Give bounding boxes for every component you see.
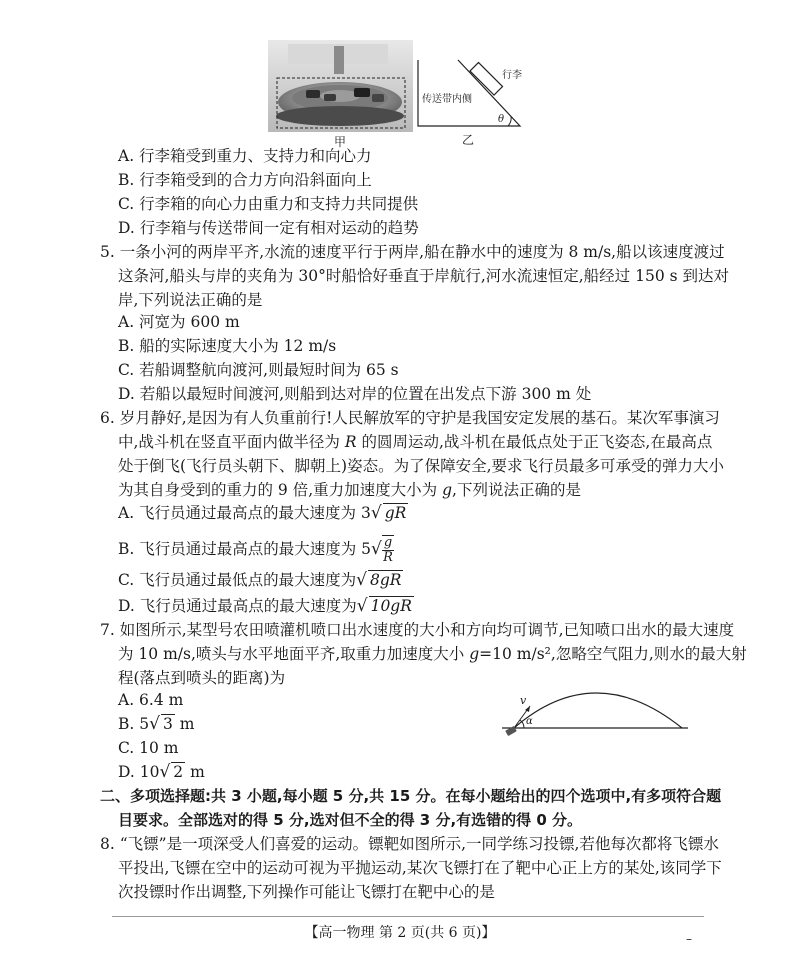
q6-stem-line-2: 中,战斗机在竖直平面内做半径为 R 的圆周运动,战斗机在最低点处于正飞姿态,在最高点 [118, 433, 713, 451]
q5-option-a: A. 河宽为 600 m [118, 313, 240, 331]
q7-stem-line-3: 程(落点到喷头的距离)为 [118, 669, 286, 687]
q4-option-d: D. 行李箱与传送带间一定有相对运动的趋势 [118, 219, 419, 237]
footer-divider [112, 916, 704, 917]
q5-option-d: D. 若船以最短时间渡河,则船到达对岸的位置在出发点下游 300 m 处 [118, 385, 592, 403]
q4-option-c: C. 行李箱的向心力由重力和支持力共同提供 [118, 195, 419, 213]
figure-jia-photo [268, 40, 413, 150]
q7-option-d: D. 10√ 2 m [118, 762, 205, 782]
page-footer: 【高一物理 第 2 页(共 6 页)】 [304, 925, 496, 941]
caption-jia: 甲 [333, 135, 347, 149]
q4-option-a: A. 行李箱受到重力、支持力和向心力 [118, 147, 372, 165]
q6-option-b: B. 飞行员通过最高点的最大速度为 5√ $\frac{g}{R}$ [118, 535, 393, 565]
caption-yi: 乙 [461, 133, 475, 147]
q5-stem-line-3: 岸,下列说法正确的是 [118, 291, 263, 309]
q5-option-b: B. 船的实际速度大小为 12 m/s [118, 337, 337, 355]
sprinkler-v-label: v [520, 694, 527, 707]
q7-option-c: C. 10 m [118, 739, 179, 757]
section2-heading-line-1: 二、多项选择题:共 3 小题,每小题 5 分,共 15 分。在每小题给出的四个选项中,有多项符合题 [100, 787, 722, 805]
q6-stem-line-3: 处于倒飞(飞行员头朝下、脚朝上)姿态。为了保障安全,要求飞行员最多可承受的弹力大小 [118, 457, 725, 475]
q7-option-a: A. 6.4 m [118, 691, 184, 709]
corner-mark: – [686, 932, 692, 946]
sprinkler-alpha-label: α [526, 716, 533, 727]
sprinkler-figure [500, 688, 690, 748]
label-theta: θ [498, 114, 505, 125]
label-belt-inner: 传送带内侧 [422, 94, 472, 105]
q6-stem-line-4: 为其自身受到的重力的 9 倍,重力加速度大小为 g,下列说法正确的是 [118, 481, 581, 499]
q5-stem-line-1: 5. 一条小河的两岸平齐,水流的速度平行于两岸,船在静水中的速度为 8 m/s,船以该速度渡过 [100, 243, 725, 261]
q5-stem-line-2: 这条河,船头与岸的夹角为 30°时船恰好垂直于岸航行,河水流速恒定,船经过 150 s 到达对 [118, 267, 730, 285]
q7-stem-line-2: 为 10 m/s,喷头与水平地面平齐,取重力加速度大小 g=10 m/s²,忽略空气阻力,则水的最大射 [118, 645, 747, 663]
q6-option-c: C. 飞行员通过最低点的最大速度为√ 8gR [118, 570, 402, 590]
q8-stem-line-1: 8. “飞镖”是一项深受人们喜爱的运动。镖靶如图所示,一同学练习投镖,若他每次都将飞镖水 [100, 835, 719, 853]
q8-stem-line-2: 平投出,飞镖在空中的运动可视为平抛运动,某次飞镖打在了靶中心正上方的某处,该同学下 [118, 859, 722, 877]
q4-option-b: B. 行李箱受到的合力方向沿斜面向上 [118, 171, 372, 189]
q6-option-a: A. 飞行员通过最高点的最大速度为 3√ gR [118, 503, 407, 523]
q7-option-b: B. 5√ 3 m [118, 714, 195, 734]
q6-stem-line-1: 6. 岁月静好,是因为有人负重前行!人民解放军的守护是我国安定发展的基石。某次军事演习 [100, 409, 720, 427]
q8-stem-line-3: 次投镖时作出调整,下列操作可能让飞镖打在靶中心的是 [118, 883, 495, 901]
section2-heading-line-2: 目要求。全部选对的得 5 分,选对但不全的得 3 分,有选错的得 0 分。 [118, 811, 583, 829]
label-luggage: 行李 [502, 70, 522, 81]
q6-option-d: D. 飞行员通过最高点的最大速度为√ 10gR [118, 596, 412, 616]
figure-yi-incline [412, 58, 524, 150]
q7-stem-line-1: 7. 如图所示,某型号农田喷灌机喷口出水速度的大小和方向均可调节,已知喷口出水的最大速度 [100, 621, 735, 639]
q5-option-c: C. 若船调整航向渡河,则最短时间为 65 s [118, 361, 399, 379]
